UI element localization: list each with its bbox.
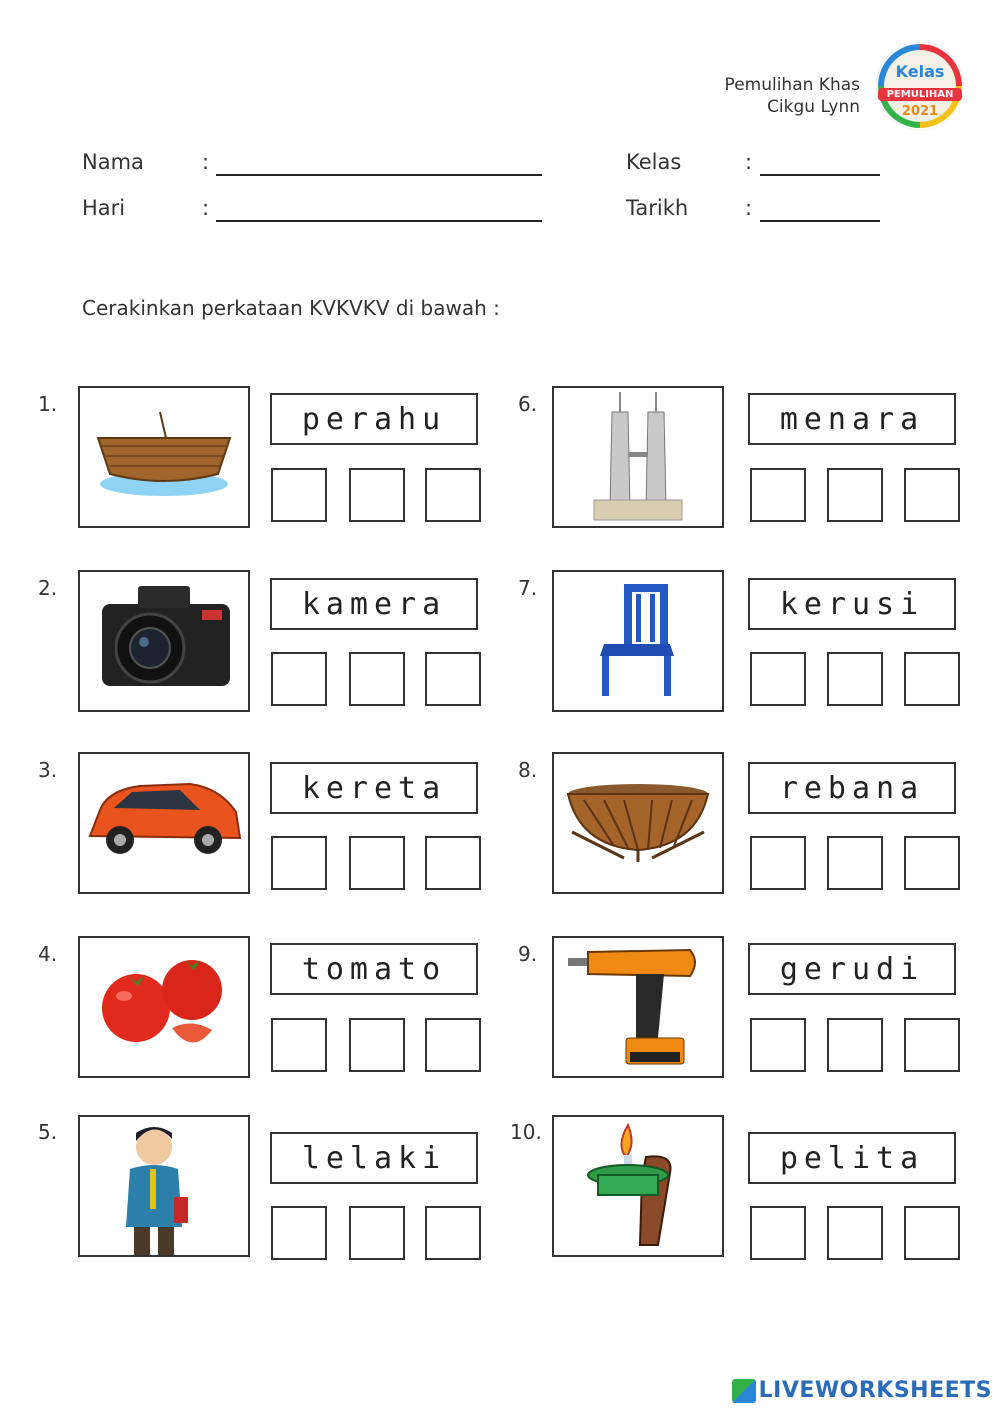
man-icon bbox=[80, 1117, 248, 1255]
item-6-syllable-2[interactable] bbox=[827, 468, 883, 522]
item-10-picture bbox=[552, 1115, 724, 1257]
item-1-number: 1. bbox=[38, 392, 58, 416]
hari-label: Hari bbox=[82, 196, 126, 220]
item-3-syllable-2[interactable] bbox=[349, 836, 405, 890]
nama-field[interactable] bbox=[216, 174, 542, 176]
item-3-syllable-3[interactable] bbox=[425, 836, 481, 890]
nama-colon: : bbox=[202, 150, 210, 174]
boat-icon bbox=[80, 388, 248, 526]
item-2-word: kamera bbox=[270, 578, 478, 630]
liveworksheets-logo-icon bbox=[732, 1379, 756, 1403]
item-8-syllable-3[interactable] bbox=[904, 836, 960, 890]
item-5-number: 5. bbox=[38, 1120, 58, 1144]
item-7-number: 7. bbox=[518, 576, 538, 600]
lamp-icon bbox=[554, 1117, 722, 1255]
item-6-syllable-3[interactable] bbox=[904, 468, 960, 522]
instruction-text: Cerakinkan perkataan KVKVKV di bawah : bbox=[82, 296, 500, 320]
logo-year-text: 2021 bbox=[901, 104, 939, 119]
item-10-number: 10. bbox=[510, 1120, 542, 1144]
item-8-syllable-1[interactable] bbox=[750, 836, 806, 890]
item-3-syllable-1[interactable] bbox=[271, 836, 327, 890]
item-7-syllable-3[interactable] bbox=[904, 652, 960, 706]
item-2-picture bbox=[78, 570, 250, 712]
item-3-picture bbox=[78, 752, 250, 894]
item-2-syllable-1[interactable] bbox=[271, 652, 327, 706]
item-10-syllable-2[interactable] bbox=[827, 1206, 883, 1260]
item-9-syllable-2[interactable] bbox=[827, 1018, 883, 1072]
hari-colon: : bbox=[202, 196, 210, 220]
item-8-number: 8. bbox=[518, 758, 538, 782]
item-1-picture bbox=[78, 386, 250, 528]
item-2-number: 2. bbox=[38, 576, 58, 600]
item-1-syllable-2[interactable] bbox=[349, 468, 405, 522]
liveworksheets-watermark bbox=[732, 1378, 992, 1403]
logo-pemulihan-text: PEMULIHAN bbox=[878, 88, 962, 101]
tower-icon bbox=[554, 388, 722, 526]
item-8-syllable-2[interactable] bbox=[827, 836, 883, 890]
car-icon bbox=[80, 754, 248, 892]
item-4-word: tomato bbox=[270, 943, 478, 995]
item-9-syllable-1[interactable] bbox=[750, 1018, 806, 1072]
kelas-pemulihan-logo bbox=[876, 42, 964, 130]
item-4-syllable-2[interactable] bbox=[349, 1018, 405, 1072]
item-4-syllable-1[interactable] bbox=[271, 1018, 327, 1072]
item-5-word: lelaki bbox=[270, 1132, 478, 1184]
item-1-word: perahu bbox=[270, 393, 478, 445]
logo-kelas-text: Kelas bbox=[895, 62, 945, 81]
item-2-syllable-3[interactable] bbox=[425, 652, 481, 706]
tomato-icon bbox=[80, 938, 248, 1076]
item-9-picture bbox=[552, 936, 724, 1078]
item-1-syllable-1[interactable] bbox=[271, 468, 327, 522]
footer-brand: LIVEWORKSHEETS bbox=[758, 1378, 992, 1403]
header-line-1: Pemulihan Khas bbox=[724, 75, 860, 95]
item-5-picture bbox=[78, 1115, 250, 1257]
tarikh-label: Tarikh bbox=[626, 196, 689, 220]
camera-icon bbox=[80, 572, 248, 710]
item-6-picture bbox=[552, 386, 724, 528]
item-6-word: menara bbox=[748, 393, 956, 445]
item-10-word: pelita bbox=[748, 1132, 956, 1184]
item-3-word: kereta bbox=[270, 762, 478, 814]
drum-icon bbox=[554, 754, 722, 892]
item-5-syllable-2[interactable] bbox=[349, 1206, 405, 1260]
item-2-syllable-2[interactable] bbox=[349, 652, 405, 706]
header-line-2: Cikgu Lynn bbox=[767, 97, 860, 117]
item-7-syllable-1[interactable] bbox=[750, 652, 806, 706]
item-5-syllable-1[interactable] bbox=[271, 1206, 327, 1260]
item-1-syllable-3[interactable] bbox=[425, 468, 481, 522]
item-4-number: 4. bbox=[38, 942, 58, 966]
item-7-word: kerusi bbox=[748, 578, 956, 630]
item-3-number: 3. bbox=[38, 758, 58, 782]
tarikh-colon: : bbox=[745, 196, 753, 220]
item-9-syllable-3[interactable] bbox=[904, 1018, 960, 1072]
item-10-syllable-3[interactable] bbox=[904, 1206, 960, 1260]
item-10-syllable-1[interactable] bbox=[750, 1206, 806, 1260]
kelas-label: Kelas bbox=[626, 150, 682, 174]
item-8-picture bbox=[552, 752, 724, 894]
header-credit bbox=[725, 74, 860, 118]
kelas-colon: : bbox=[745, 150, 753, 174]
item-6-syllable-1[interactable] bbox=[750, 468, 806, 522]
tarikh-field[interactable] bbox=[760, 220, 880, 222]
chair-icon bbox=[554, 572, 722, 710]
item-7-picture bbox=[552, 570, 724, 712]
item-4-syllable-3[interactable] bbox=[425, 1018, 481, 1072]
nama-label: Nama bbox=[82, 150, 144, 174]
drill-icon bbox=[554, 938, 722, 1076]
item-5-syllable-3[interactable] bbox=[425, 1206, 481, 1260]
item-6-number: 6. bbox=[518, 392, 538, 416]
item-8-word: rebana bbox=[748, 762, 956, 814]
item-9-number: 9. bbox=[518, 942, 538, 966]
hari-field[interactable] bbox=[216, 220, 542, 222]
kelas-field[interactable] bbox=[760, 174, 880, 176]
item-4-picture bbox=[78, 936, 250, 1078]
item-9-word: gerudi bbox=[748, 943, 956, 995]
item-7-syllable-2[interactable] bbox=[827, 652, 883, 706]
